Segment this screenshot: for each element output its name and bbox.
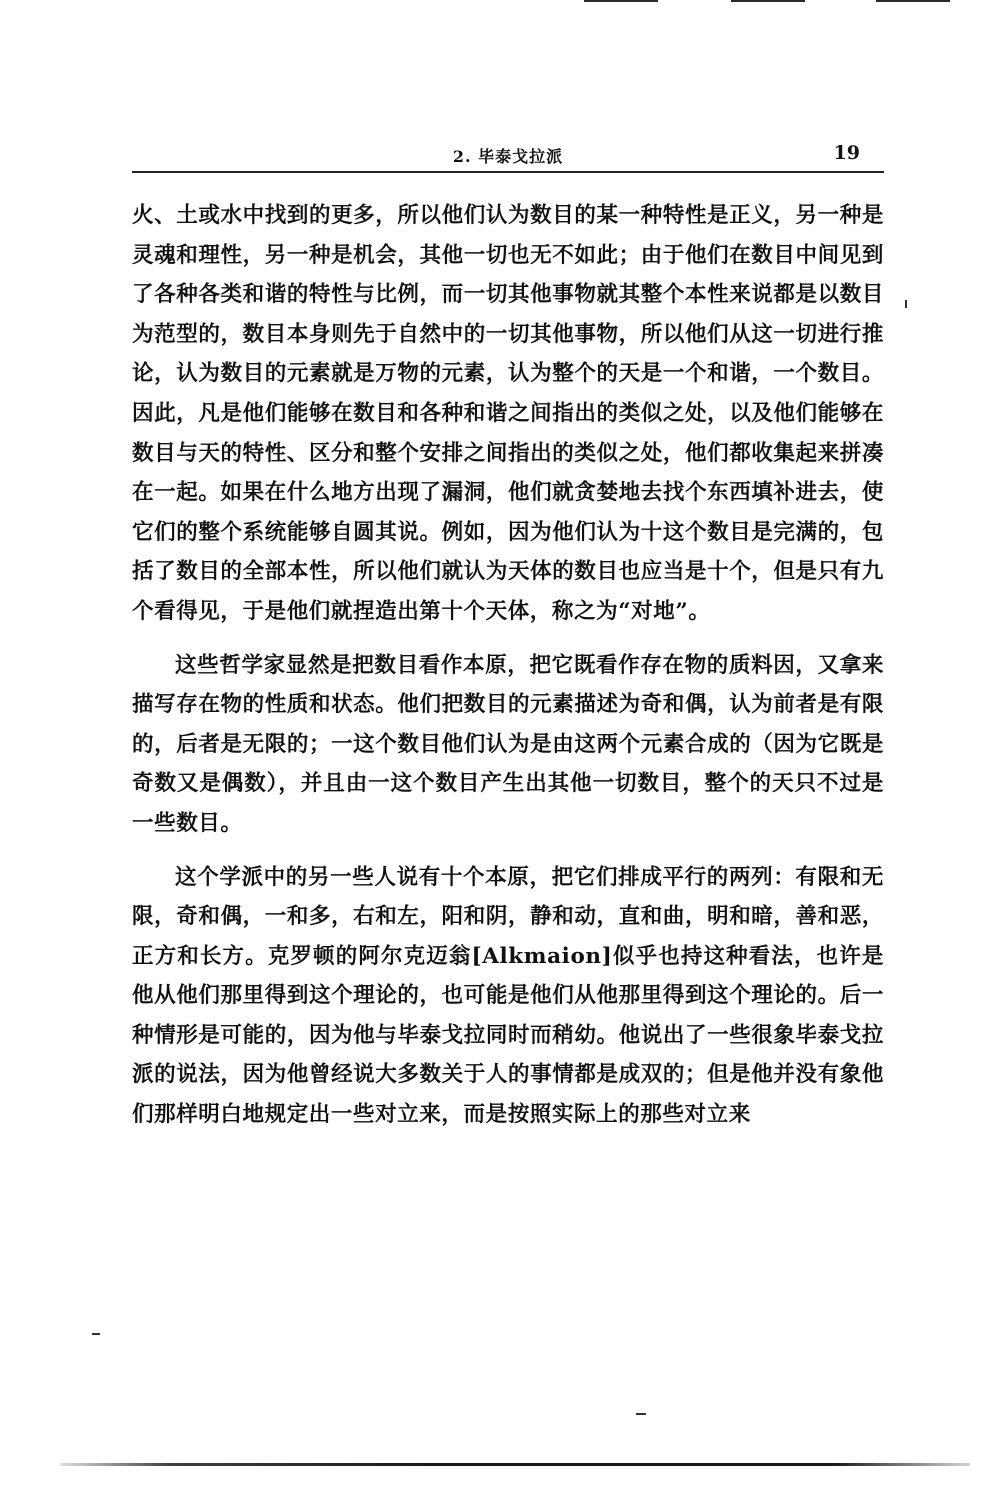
paragraph-continued: 火、土或水中找到的更多，所以他们认为数目的某一种特性是正义，另一种是灵魂和理性，另一种是机会，其他一切也无不如此；由于他们在数目中间见到了各种各类和谐的特性与比例，而一切其他事物就其整个本性来说都是以数目为范型的，数目本身则先于自然中的一切其他事物，所以他们从这一切进行推论，认为数目的元素就是万物的元素，认为整个的天是一个和谐，一个数目。因此，凡是他们能够在数目和各种和谐之间指出的类似之处，以及他们能够在数目与天的特性、区分和整个安排之间指出的类似之处，他们都收集起来拼凑在一起。如果在什么地方出现了漏洞，他们就贪婪地去找个东西填补进去，使它们的整个系统能够自圆其说。例如，因为他们认为十这个数目是完满的，包括了数目的全部本性，所以他们就认为天体的数目也应当是十个，但是只有九个看得见，于是他们就捏造出第十个天体，称之为“对地”。 bbox=[132, 203, 884, 624]
scan-speck bbox=[905, 300, 907, 308]
paragraph: 这些哲学家显然是把数目看作本原，把它既看作存在物的质料因，又拿来描写存在物的性质和状态。他们把数目的元素描述为奇和偶，认为前者是有限的，后者是无限的；一这个数目他们认为是由这两个元素合成的（因为它既是奇数又是偶数），并且由一这个数目产生出其他一切数目，整个的天只不过是一些数目。 bbox=[132, 652, 884, 836]
page-header bbox=[132, 140, 884, 176]
running-title: 2. 毕泰戈拉派 bbox=[452, 147, 564, 166]
scan-artifact-top-2 bbox=[731, 0, 805, 2]
header-rule bbox=[132, 171, 884, 173]
scan-artifact-top-3 bbox=[876, 0, 950, 2]
paragraph: 这个学派中的另一些人说有十个本原，把它们排成平行的两列：有限和无限，奇和偶，一和多，右和左，阳和阴，静和动，直和曲，明和暗，善和恶，正方和长方。克罗顿的阿尔克迈翁[Alkmaion]似乎也持这种看法，也许是他从他们那里得到这个理论的，也可能是他们从他那里得到这个理论的。后一种情形是可能的，因为他与毕泰戈拉同时而稍幼。他说出了一些很象毕泰戈拉派的说法，因为他曾经说大多数关于人的事情都是成双的；但是他并没有象他们那样明白地规定出一些对立来，而是按照实际上的那些对立来 bbox=[132, 864, 884, 1128]
page-number: 19 bbox=[833, 142, 860, 164]
scan-speck bbox=[636, 1413, 646, 1415]
body-text bbox=[132, 196, 884, 1149]
scan-speck bbox=[92, 1333, 100, 1335]
scan-artifact-top-1 bbox=[584, 0, 658, 2]
scan-artifact-bottom bbox=[60, 1463, 970, 1466]
